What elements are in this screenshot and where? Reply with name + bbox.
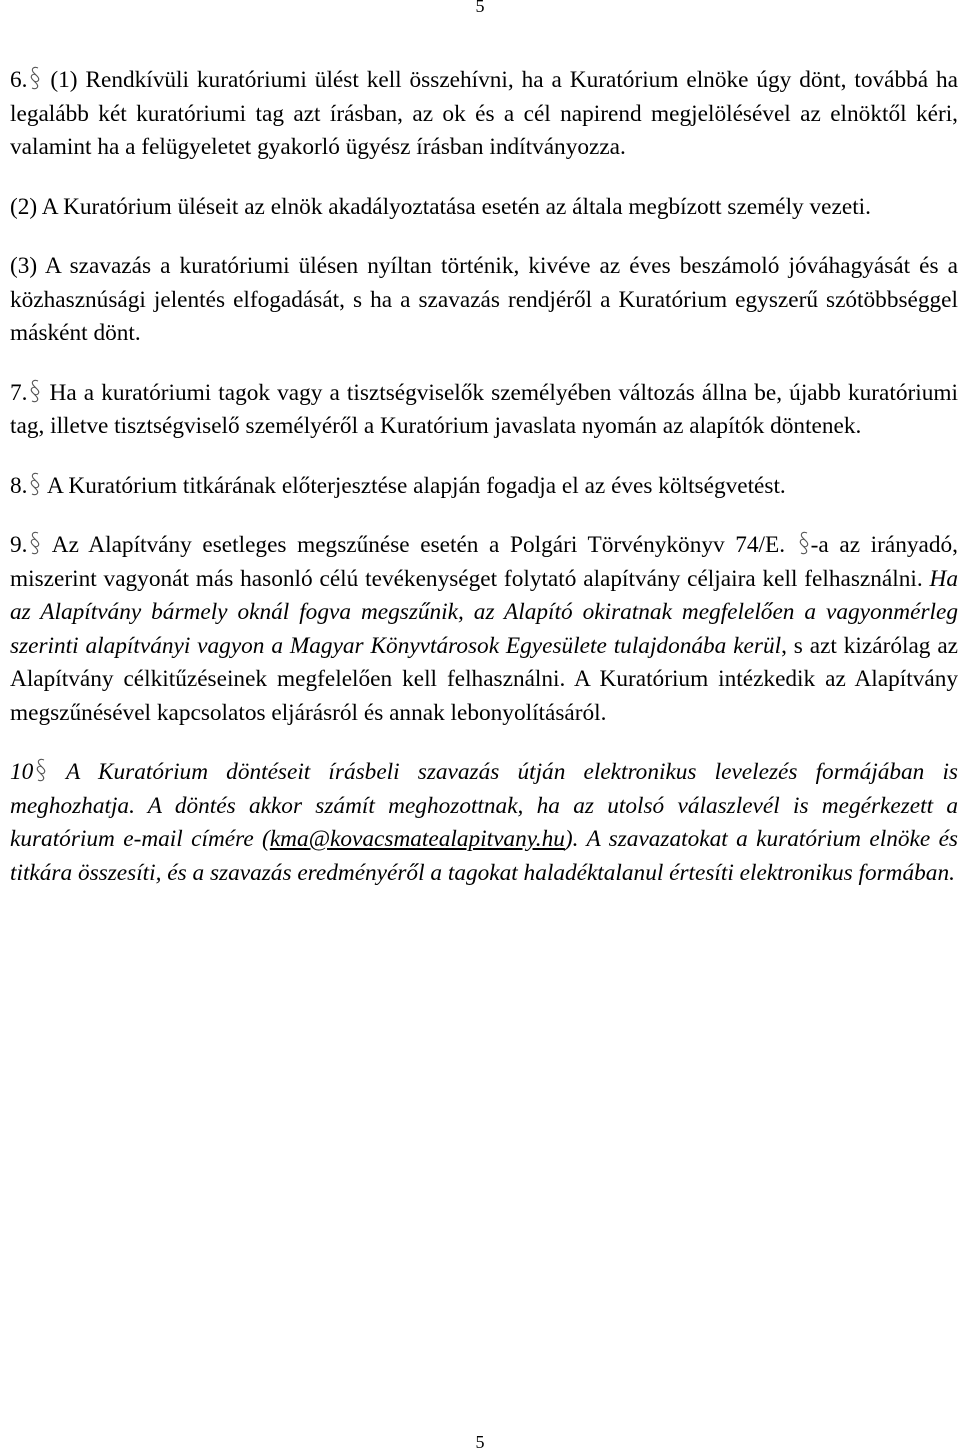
section-number-9: 9. [10,532,28,558]
section-sign-icon [28,530,42,556]
section-sign-icon [28,378,42,404]
paragraph-9: 9. Az Alapítvány esetleges megszűnése esetén a Polgári Törvénykönyv 74/E. -a az irányadó, miszerint vagyonát más hasonló célú tevékenységet folytató alapítvány céljaira kell felhasználni. Ha az Alapítvány bármely oknál fogva megszűnik, az Alapító okiratnak megfelelően a vagyonmérleg szerinti alapítványi vagyon a Magyar Könyvtárosok Egyesülete tulajdonába kerül, s azt kizárólag az Alapítvány célkitűzéseinek megfelelően kell felhasználni. A Kuratórium intézkedik az Alapítvány megszűnésével kapcsolatos eljárásról és annak lebonyolításáról. [10,532,958,726]
email-link[interactable]: kma@kovacsmatealapitvany.hu [269,826,565,852]
section-sign-icon [28,65,42,91]
section-number-10: 10 [10,759,34,785]
paragraph-6-2: (2) A Kuratórium üléseit az elnök akadályoztatása esetén az általa megbízott személy vezeti. [10,193,871,220]
paragraph-6-3: (3) A szavazás a kuratóriumi ülésen nyíltan történik, kivéve az éves beszámoló jóváhagyását és a közhasznúsági jelentés elfogadását, s ha a szavazás rendjéről a Kuratórium egyszerű szótöbbséggel másként dönt. [10,253,958,346]
section-sign-icon [34,757,48,783]
paragraph-10: 10 A Kuratórium döntéseit írásbeli szavazás útján elektronikus levelezés formájában is meghozhatja. A döntés akkor számít meghozottnak, ha az utolsó válaszlevél is megérkezett a kuratórium e-mail címére (kma@kovacsmatealapitvany.hu). A szavazatokat a kuratórium elnöke és titkára összesíti, és a szavazás eredményéről a tagokat haladéktalanul értesíti elektronikus formában. [10,759,958,886]
paragraph-6-1: 6. (1) Rendkívüli kuratóriumi ülést kell összehívni, ha a Kuratórium elnöke úgy dönt, továbbá ha legalább két kuratóriumi tag azt írásban, az ok és a cél napirend megjelölésével az elnöktől kéri, valamint ha a felügyeletet gyakorló ügyész írásban indítványozza. [10,67,958,160]
document-body [10,64,958,890]
section-number-7: 7. [10,379,28,406]
paragraph-7: 7. Ha a kuratóriumi tagok vagy a tisztségviselők személyében változás állna be, újabb kuratóriumi tag, illetve tisztségviselő személyéről a Kuratórium javaslata nyomán az alapítók döntenek. [10,379,958,439]
section-number-6: 6. [10,67,28,93]
dissolution-clause-italic: Ha az Alapítvány bármely oknál fogva megszűnik, az Alapító okiratnak megfelelően a vagyonmérleg szerinti alapítványi vagyon a Magyar Könyvtárosok Egyesülete tulajdonába kerül [10,565,958,659]
section-sign-icon [28,471,42,497]
section-sign-icon [797,530,811,556]
paragraph-8: 8. A Kuratórium titkárának előterjesztése alapján fogadja el az éves költségvetést. [10,472,786,499]
page-number-bottom: 5 [475,1432,485,1452]
section-number-8: 8. [10,472,28,499]
page-number-top: 5 [475,0,485,16]
